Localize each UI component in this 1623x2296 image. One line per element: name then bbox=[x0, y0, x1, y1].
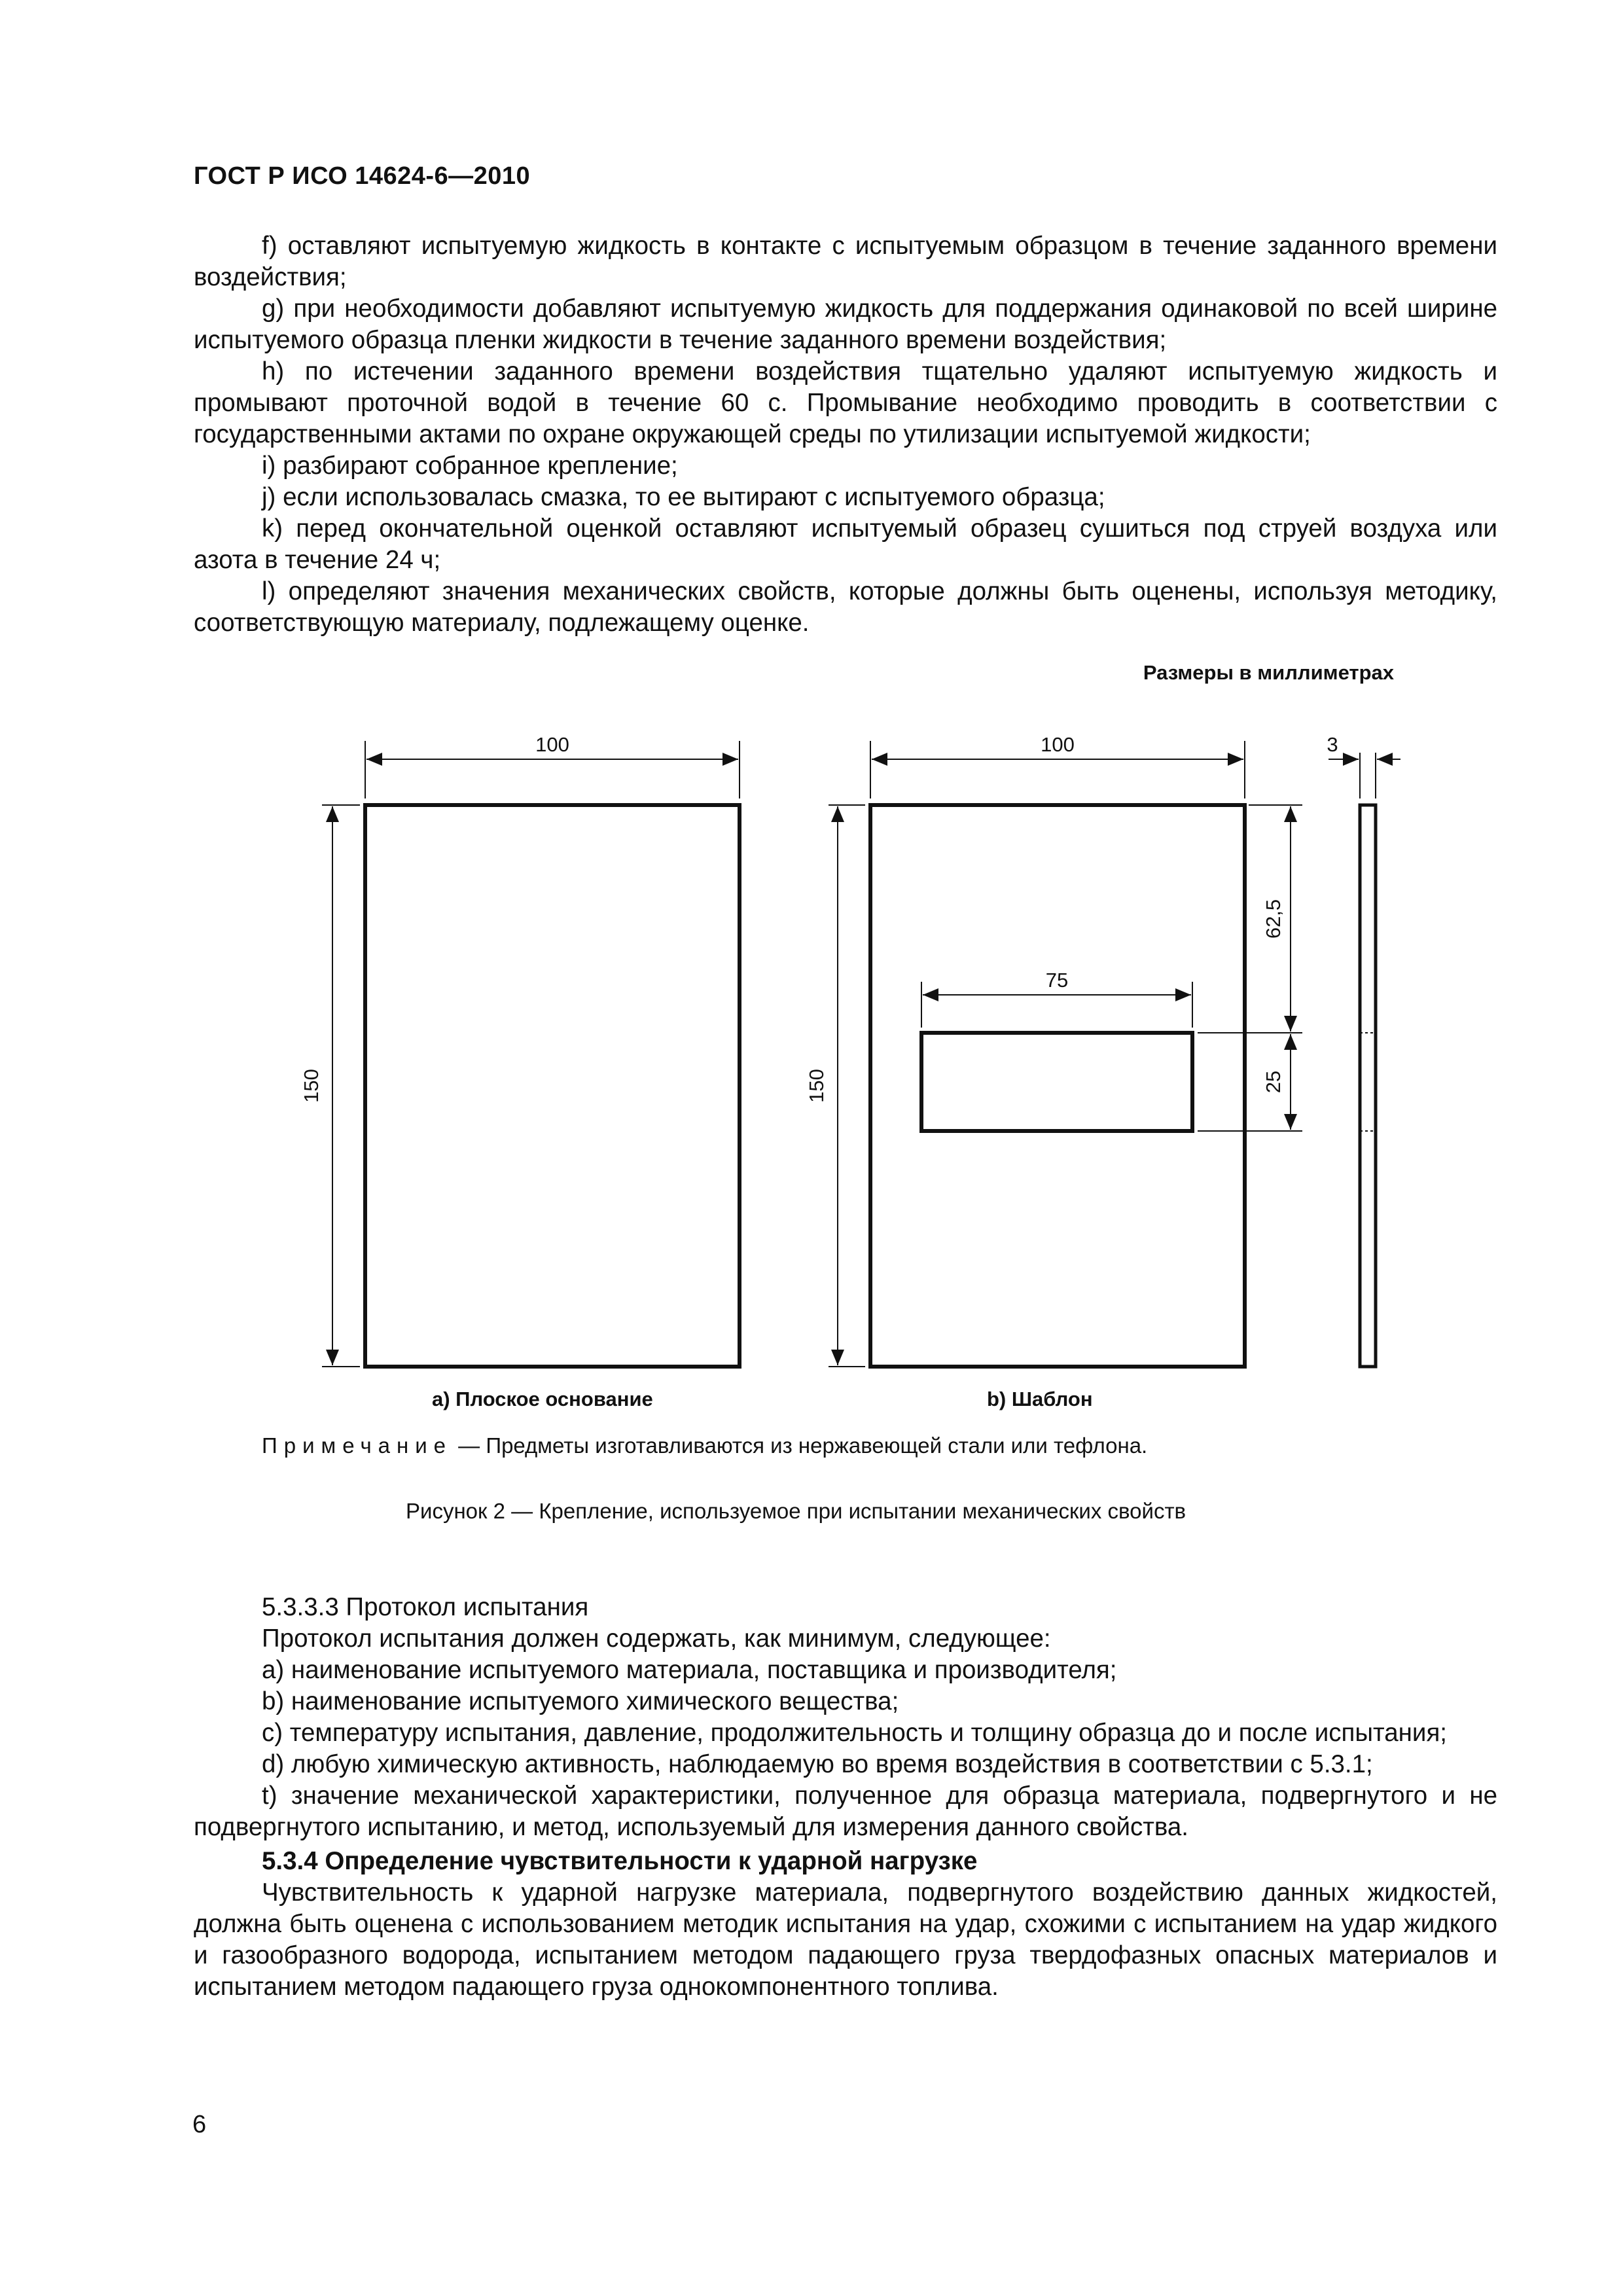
caption-flat-base: а) Плоское основание bbox=[432, 1388, 653, 1410]
flat-base-outline bbox=[365, 805, 740, 1367]
list-item: j) если использовалась смазка, то ее вытирают с испытуемого образца; bbox=[262, 483, 1105, 511]
page-number: 6 bbox=[192, 2111, 207, 2138]
caption-template: b) Шаблон bbox=[987, 1388, 1093, 1410]
list-item: t) значение механической характеристики, полученное для образца материала, подвергнутого и не подвергнутого испытанию, и метод, используемый для измерения данного свойства. bbox=[194, 1782, 1497, 1841]
template-drawing bbox=[805, 733, 1302, 1367]
note-label: Примечание bbox=[262, 1433, 453, 1458]
list-item: k) перед окончательной оценкой оставляют испытуемый образец сушиться под струей воздуха или азота в течение 24 ч; bbox=[194, 514, 1497, 574]
paragraph: Чувствительность к ударной нагрузке материала, подвергнутого воздействию данных жидкостей, должна быть оценена с использованием методик испытания на удар, схожими с испытанием на удар жидкого и газообразного водорода, испытанием методом падающего груза твердофазных опасных материалов и испытанием методом падающего груза однокомпонентного топлива. bbox=[194, 1878, 1497, 2001]
dim-width-a: 100 bbox=[535, 733, 569, 756]
list-item: i) разбирают собранное крепление; bbox=[262, 452, 678, 480]
template-window bbox=[921, 1033, 1192, 1131]
list-item: d) любую химическую активность, наблюдаемую во время воздействия в соответствии с 5.3.1; bbox=[262, 1750, 1373, 1778]
dim-thickness: 3 bbox=[1327, 733, 1338, 756]
section-heading: 5.3.3.3 Протокол испытания bbox=[262, 1593, 589, 1621]
side-view-drawing bbox=[1327, 733, 1400, 1367]
template-outline bbox=[870, 805, 1245, 1367]
dimensions-note: Размеры в миллиметрах bbox=[1143, 661, 1394, 684]
list-item: f) оставляют испытуемую жидкость в контакте с испытуемым образцом в течение заданного времени воздействия; bbox=[194, 232, 1497, 291]
dim-height-a: 150 bbox=[300, 1069, 323, 1103]
list-item: b) наименование испытуемого химического вещества; bbox=[262, 1687, 899, 1715]
section-heading-534: 5.3.4 Определение чувствительности к ударной нагрузке bbox=[262, 1847, 978, 1875]
document-header: ГОСТ Р ИСО 14624-6—2010 bbox=[194, 162, 531, 190]
list-item: g) при необходимости добавляют испытуемую жидкость для поддержания одинаковой по всей ширине испытуемого образца пленки жидкости в течение заданного времени воздействия; bbox=[194, 295, 1497, 354]
note-text: — Предметы изготавливаются из нержавеющей стали или тефлона. bbox=[452, 1433, 1148, 1458]
list-item: a) наименование испытуемого материала, поставщика и производителя; bbox=[262, 1656, 1117, 1684]
figure-drawing bbox=[262, 707, 1400, 1388]
dim-width-b: 100 bbox=[1041, 733, 1075, 756]
dim-height-b: 150 bbox=[805, 1069, 828, 1103]
section-5333 bbox=[194, 1592, 1497, 2003]
figure-caption: Рисунок 2 — Крепление, используемое при испытании механических свойств bbox=[406, 1499, 1186, 1523]
dim-window-height: 25 bbox=[1262, 1070, 1285, 1094]
dim-window-width: 75 bbox=[1045, 969, 1069, 992]
paragraph: Протокол испытания должен содержать, как минимум, следующее: bbox=[262, 1624, 1051, 1653]
list-item: h) по истечении заданного времени воздействия тщательно удаляют испытуемую жидкость и промывают проточной водой в течение 60 с. Промывание необходимо проводить в соответствии с государственными актами по охране окружающей среды по утилизации испытуемой жидкости; bbox=[194, 357, 1497, 448]
procedure-list bbox=[194, 230, 1497, 639]
side-view-outline bbox=[1360, 805, 1376, 1367]
list-item: l) определяют значения механических свойств, которые должны быть оценены, используя методику, соответствующую материалу, подлежащему оценке. bbox=[194, 577, 1497, 637]
figure-note bbox=[262, 1433, 1147, 1458]
flat-base-drawing bbox=[300, 733, 740, 1367]
dim-window-offset: 62,5 bbox=[1262, 899, 1285, 939]
list-item: c) температуру испытания, давление, продолжительность и толщину образца до и после испытания; bbox=[262, 1719, 1447, 1747]
